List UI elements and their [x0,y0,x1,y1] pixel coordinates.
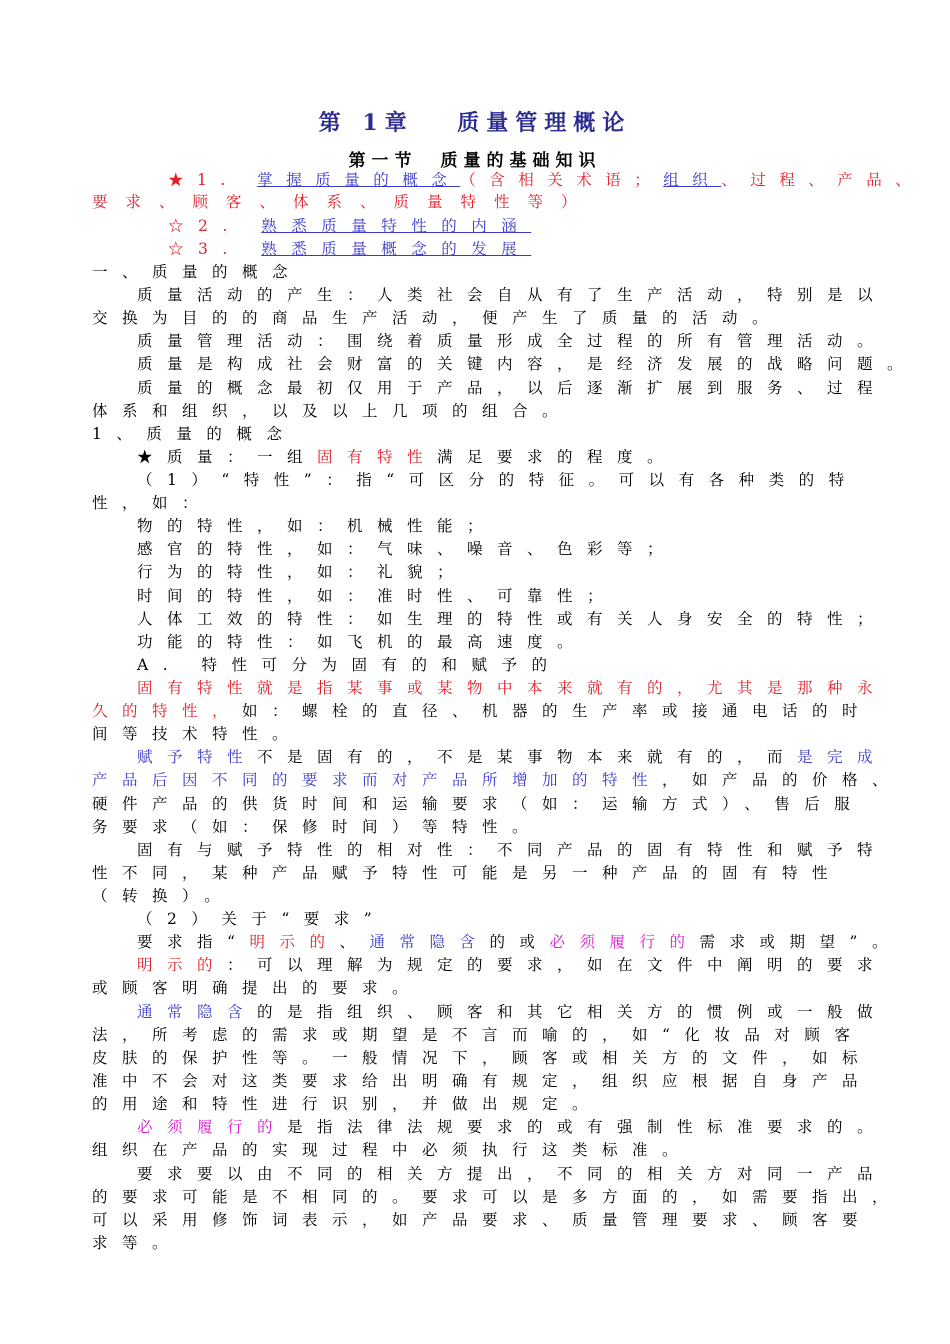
objective-1-line2: 要求、顾客、体系、质量特性等） [92,193,595,211]
paragraph-line: （转换）。 [92,887,235,905]
inherent-characteristic-term: 固有特性 [317,448,438,466]
plain-text: 是指法律法规要求的或有强制性标准要求的。 [287,1118,888,1136]
list-item: 感官的特性，如：气味、噪音、色彩等； [137,540,678,558]
objective-2 [168,216,531,236]
heading-quality-concept: 一、质量的概念 [92,263,303,281]
highlight-red: 久的特性， [92,702,243,720]
paragraph-line: （1）“特性”：指“可区分的特征。可以有各种类的特 [137,471,859,489]
list-item: 人体工效的特性：如生理的特性或有关人身安全的特性； [137,610,888,628]
paragraph-line: 准中不会对这类要求给出明确有规定，组织应根据自身产品 [92,1072,873,1090]
plain-text: ：可以理解为规定的要求，如在文件中阐明的要求 [227,956,888,974]
objective-1-rest: 、过程、产品、 [721,171,925,189]
plain-text: 、 [339,933,370,951]
section-title: 第一节 质量的基础知识 [348,151,602,171]
paragraph-line [92,701,872,721]
chapter-title: 第 1章 质量管理概论 [318,110,632,136]
paragraph-line: 硬件产品的供货时间和运输要求（如：运输方式）、售后服 [92,795,865,813]
paragraph-line: 间等技术特性。 [92,725,303,743]
highlight-blue: 产品后因不同的要求而对产品所增加的特性 [92,771,663,789]
list-item: 物的特性，如：机械性能； [137,517,498,535]
paragraph-line: 质量管理活动：围绕着质量形成全过程的所有管理活动。 [137,332,888,350]
paragraph-line: 固有特性就是指某事或某物中本来就有的，尤其是那种永 [137,679,888,697]
paragraph-line: 或顾客明确提出的要求。 [92,979,423,997]
plain-text: 需求或期望”。 [699,933,902,951]
paragraph-line: 法，所考虑的需求或期望是不言而喻的，如“化妆品对顾客 [92,1026,865,1044]
subheading: （2）关于“要求” [137,910,387,928]
paragraph-line [137,1117,887,1137]
paragraph-line [137,747,887,767]
paragraph-line [137,932,902,952]
plain-text: 不是固有的，不是某事物本来就有的，而 [257,748,798,766]
star-outline-icon: ☆2. [168,217,242,235]
highlight-magenta: 必须履行的 [549,933,700,951]
paragraph-line: 固有与赋予特性的相对性：不同产品的固有特性和赋予特 [137,841,888,859]
highlight-blue: 通常隐含 [369,933,490,951]
paragraph-line: 质量的概念最初仅用于产品，以后逐渐扩展到服务、过程 [137,379,888,397]
list-item: 功能的特性：如飞机的最高速度。 [137,633,588,651]
paragraph-line: 组织在产品的实现过程中必须执行这类标准。 [92,1141,693,1159]
highlight-red: 明示的 [137,956,228,974]
objective-2-link[interactable]: 熟悉质量特性的内涵 [261,217,532,235]
objective-1-paren: （含相关术语； [460,171,664,189]
plain-text: ，如产品的价格、 [662,771,903,789]
paragraph-line: 务要求（如：保修时间）等特性。 [92,818,543,836]
highlight-blue: 赋予特性 [137,748,258,766]
plain-text: 要求指“ [137,933,250,951]
objective-3 [168,239,531,259]
paragraph-line: 要求要以由不同的相关方提出，不同的相关方对同一产品 [137,1165,888,1183]
paragraph-line: 求等。 [92,1234,183,1252]
paragraph-line: 皮肤的保护性等。一般情况下，顾客或相关方的文件，如标 [92,1049,873,1067]
paragraph-line: 体系和组织，以及以上几项的组合。 [92,402,573,420]
paragraph-line: A. 特性可分为固有的和赋予的 [137,656,562,674]
definition-prefix: ★质量：一组 [137,448,318,466]
star-filled-icon: ★1. [168,171,239,189]
star-outline-icon: ☆3. [168,240,242,258]
subheading: 1、质量的概念 [92,425,297,443]
paragraph-line [92,770,902,790]
paragraph-line: 性不同，某种产品赋予特性可能是另一种产品的固有特性 [92,864,843,882]
paragraph-line: 的要求可能是不相同的。要求可以是多方面的，如需要指出， [92,1188,903,1206]
definition-suffix: 满足要求的程度。 [437,448,678,466]
paragraph-line: 性，如： [92,494,213,512]
highlight-red: 明示的 [249,933,340,951]
highlight-magenta: 必须履行的 [137,1118,288,1136]
highlight-blue: 是完成 [797,748,888,766]
plain-text: 如：螺栓的直径、机器的生产率或接通电话的时 [242,702,873,720]
paragraph-line: 的用途和特性进行识别，并做出规定。 [92,1095,603,1113]
list-item: 行为的特性，如：礼貌； [137,563,468,581]
objective-3-link[interactable]: 熟悉质量概念的发展 [261,240,532,258]
paragraph-line [137,955,887,975]
paragraph-line [137,1002,887,1022]
paragraph-line: 交换为目的的商品生产活动，便产生了质量的活动。 [92,309,783,327]
list-item: 时间的特性，如：准时性、可靠性； [137,587,618,605]
objective-1-org-link[interactable]: 组织 [663,171,722,189]
objective-1-link[interactable]: 掌握质量的概念 [257,171,461,189]
plain-text: 的或 [489,933,550,951]
paragraph-line: 可以采用修饰词表示，如产品要求、质量管理要求、顾客要 [92,1211,873,1229]
highlight-blue: 通常隐含 [137,1003,258,1021]
objective-1 [168,170,924,190]
paragraph-line: 质量是构成社会财富的关键内容，是经济发展的战略问题。 [137,355,918,373]
paragraph-line: 质量活动的产生：人类社会自从有了生产活动，特别是以 [137,286,888,304]
definition-line [137,447,677,467]
plain-text: 的是指组织、顾客和其它相关方的惯例或一般做 [257,1003,888,1021]
